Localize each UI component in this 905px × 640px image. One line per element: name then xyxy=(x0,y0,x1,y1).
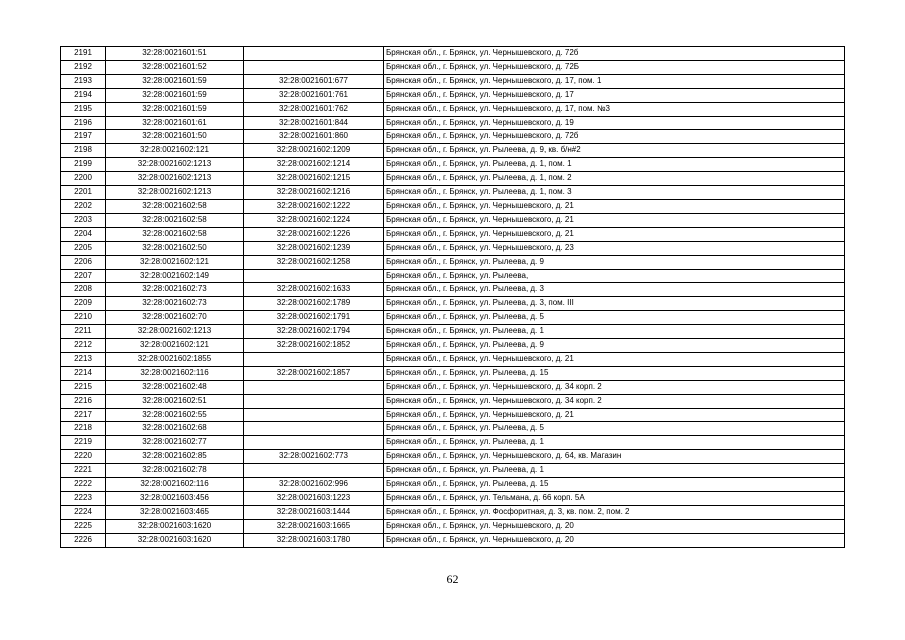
address-cell: Брянская обл., г. Брянск, ул. Чернышевского, д. 17, пом. 1 xyxy=(384,74,845,88)
cadastral-number-cell: 32:28:0021602:121 xyxy=(106,144,244,158)
address-cell: Брянская обл., г. Брянск, ул. Чернышевского, д. 34 корп. 2 xyxy=(384,380,845,394)
address-cell: Брянская обл., г. Брянск, ул. Чернышевского, д. 21 xyxy=(384,199,845,213)
row-number-cell: 2194 xyxy=(61,88,106,102)
table-row xyxy=(61,227,845,241)
object-number-cell: 32:28:0021601:860 xyxy=(244,130,384,144)
table-row xyxy=(61,74,845,88)
cadastral-number-cell: 32:28:0021603:1620 xyxy=(106,519,244,533)
address-cell: Брянская обл., г. Брянск, ул. Чернышевского, д. 21 xyxy=(384,352,845,366)
address-cell: Брянская обл., г. Брянск, ул. Рылеева, д. 1, пом. 3 xyxy=(384,186,845,200)
cadastral-number-cell: 32:28:0021601:50 xyxy=(106,130,244,144)
cadastral-number-cell: 32:28:0021602:58 xyxy=(106,213,244,227)
address-cell: Брянская обл., г. Брянск, ул. Чернышевского, д. 72б xyxy=(384,47,845,61)
object-number-cell xyxy=(244,394,384,408)
address-cell: Брянская обл., г. Брянск, ул. Чернышевского, д. 17, пом. №3 xyxy=(384,102,845,116)
row-number-cell: 2207 xyxy=(61,269,106,283)
address-cell: Брянская обл., г. Брянск, ул. Рылеева, д. 9 xyxy=(384,255,845,269)
cadastral-number-cell: 32:28:0021601:59 xyxy=(106,102,244,116)
table-row xyxy=(61,213,845,227)
address-cell: Брянская обл., г. Брянск, ул. Рылеева, д. 9 xyxy=(384,339,845,353)
address-cell: Брянская обл., г. Брянск, ул. Рылеева, xyxy=(384,269,845,283)
row-number-cell: 2206 xyxy=(61,255,106,269)
cadastral-number-cell: 32:28:0021601:52 xyxy=(106,60,244,74)
page-number: 62 xyxy=(446,572,459,586)
address-cell: Брянская обл., г. Брянск, ул. Рылеева, д. 1, пом. 1 xyxy=(384,158,845,172)
address-cell: Брянская обл., г. Брянск, ул. Тельмана, д. 66 корп. 5А xyxy=(384,492,845,506)
row-number-cell: 2202 xyxy=(61,199,106,213)
row-number-cell: 2215 xyxy=(61,380,106,394)
table-row xyxy=(61,422,845,436)
object-number-cell: 32:28:0021602:773 xyxy=(244,450,384,464)
cadastral-number-cell: 32:28:0021603:1620 xyxy=(106,533,244,547)
object-number-cell: 32:28:0021602:1214 xyxy=(244,158,384,172)
cadastral-number-cell: 32:28:0021603:465 xyxy=(106,505,244,519)
row-number-cell: 2199 xyxy=(61,158,106,172)
object-number-cell: 32:28:0021602:996 xyxy=(244,478,384,492)
address-cell: Брянская обл., г. Брянск, ул. Рылеева, д. 3 xyxy=(384,283,845,297)
table-row xyxy=(61,172,845,186)
address-cell: Брянская обл., г. Брянск, ул. Рылеева, д. 15 xyxy=(384,478,845,492)
table-row xyxy=(61,158,845,172)
cadastral-number-cell: 32:28:0021602:58 xyxy=(106,199,244,213)
table-row xyxy=(61,102,845,116)
table-row xyxy=(61,533,845,547)
row-number-cell: 2212 xyxy=(61,339,106,353)
object-number-cell xyxy=(244,269,384,283)
object-number-cell xyxy=(244,422,384,436)
row-number-cell: 2225 xyxy=(61,519,106,533)
row-number-cell: 2208 xyxy=(61,283,106,297)
address-cell: Брянская обл., г. Брянск, ул. Рылеева, д. 1 xyxy=(384,464,845,478)
row-number-cell: 2211 xyxy=(61,325,106,339)
object-number-cell: 32:28:0021601:844 xyxy=(244,116,384,130)
object-number-cell: 32:28:0021603:1780 xyxy=(244,533,384,547)
object-number-cell: 32:28:0021602:1224 xyxy=(244,213,384,227)
cadastral-number-cell: 32:28:0021602:1213 xyxy=(106,325,244,339)
address-cell: Брянская обл., г. Брянск, ул. Чернышевского, д. 21 xyxy=(384,408,845,422)
address-cell: Брянская обл., г. Брянск, ул. Чернышевского, д. 64, кв. Магазин xyxy=(384,450,845,464)
row-number-cell: 2203 xyxy=(61,213,106,227)
cadastral-number-cell: 32:28:0021602:68 xyxy=(106,422,244,436)
cadastral-number-cell: 32:28:0021601:59 xyxy=(106,88,244,102)
cadastral-number-cell: 32:28:0021602:55 xyxy=(106,408,244,422)
cadastral-number-cell: 32:28:0021602:78 xyxy=(106,464,244,478)
table-row xyxy=(61,519,845,533)
table-row xyxy=(61,464,845,478)
object-number-cell xyxy=(244,60,384,74)
cadastral-number-cell: 32:28:0021602:149 xyxy=(106,269,244,283)
address-cell: Брянская обл., г. Брянск, ул. Рылеева, д. 1 xyxy=(384,325,845,339)
cadastral-number-cell: 32:28:0021601:59 xyxy=(106,74,244,88)
row-number-cell: 2205 xyxy=(61,241,106,255)
row-number-cell: 2192 xyxy=(61,60,106,74)
object-number-cell: 32:28:0021602:1209 xyxy=(244,144,384,158)
object-number-cell: 32:28:0021602:1258 xyxy=(244,255,384,269)
row-number-cell: 2195 xyxy=(61,102,106,116)
address-cell: Брянская обл., г. Брянск, ул. Чернышевского, д. 17 xyxy=(384,88,845,102)
row-number-cell: 2204 xyxy=(61,227,106,241)
cadastral-number-cell: 32:28:0021602:1213 xyxy=(106,186,244,200)
address-cell: Брянская обл., г. Брянск, ул. Чернышевского, д. 19 xyxy=(384,116,845,130)
table-row xyxy=(61,241,845,255)
cadastral-number-cell: 32:28:0021603:456 xyxy=(106,492,244,506)
table-row xyxy=(61,255,845,269)
row-number-cell: 2218 xyxy=(61,422,106,436)
object-number-cell xyxy=(244,47,384,61)
address-cell: Брянская обл., г. Брянск, ул. Чернышевского, д. 23 xyxy=(384,241,845,255)
table-row xyxy=(61,366,845,380)
object-number-cell xyxy=(244,352,384,366)
row-number-cell: 2224 xyxy=(61,505,106,519)
row-number-cell: 2209 xyxy=(61,297,106,311)
address-cell: Брянская обл., г. Брянск, ул. Рылеева, д. 5 xyxy=(384,311,845,325)
row-number-cell: 2200 xyxy=(61,172,106,186)
address-cell: Брянская обл., г. Брянск, ул. Рылеева, д. 15 xyxy=(384,366,845,380)
object-number-cell: 32:28:0021602:1239 xyxy=(244,241,384,255)
address-cell: Брянская обл., г. Брянск, ул. Рылеева, д. 9, кв. б/н#2 xyxy=(384,144,845,158)
object-number-cell: 32:28:0021602:1857 xyxy=(244,366,384,380)
table-row xyxy=(61,505,845,519)
cadastral-number-cell: 32:28:0021602:1213 xyxy=(106,172,244,186)
cadastral-number-cell: 32:28:0021602:1855 xyxy=(106,352,244,366)
table-row xyxy=(61,311,845,325)
object-number-cell xyxy=(244,464,384,478)
table-row xyxy=(61,450,845,464)
cadastral-number-cell: 32:28:0021601:61 xyxy=(106,116,244,130)
cadastral-number-cell: 32:28:0021602:116 xyxy=(106,366,244,380)
table-row xyxy=(61,144,845,158)
row-number-cell: 2191 xyxy=(61,47,106,61)
object-number-cell: 32:28:0021602:1633 xyxy=(244,283,384,297)
cadastral-number-cell: 32:28:0021602:121 xyxy=(106,339,244,353)
object-number-cell xyxy=(244,436,384,450)
row-number-cell: 2198 xyxy=(61,144,106,158)
table-row xyxy=(61,269,845,283)
object-number-cell: 32:28:0021602:1215 xyxy=(244,172,384,186)
address-cell: Брянская обл., г. Брянск, ул. Рылеева, д. 1, пом. 2 xyxy=(384,172,845,186)
row-number-cell: 2213 xyxy=(61,352,106,366)
cadastral-number-cell: 32:28:0021602:73 xyxy=(106,297,244,311)
address-cell: Брянская обл., г. Брянск, ул. Чернышевского, д. 20 xyxy=(384,533,845,547)
object-number-cell: 32:28:0021603:1665 xyxy=(244,519,384,533)
row-number-cell: 2217 xyxy=(61,408,106,422)
row-number-cell: 2221 xyxy=(61,464,106,478)
table-row xyxy=(61,325,845,339)
cadastral-number-cell: 32:28:0021602:85 xyxy=(106,450,244,464)
address-cell: Брянская обл., г. Брянск, ул. Чернышевского, д. 34 корп. 2 xyxy=(384,394,845,408)
table-row xyxy=(61,60,845,74)
object-number-cell: 32:28:0021601:761 xyxy=(244,88,384,102)
row-number-cell: 2201 xyxy=(61,186,106,200)
table-row xyxy=(61,339,845,353)
table-row xyxy=(61,380,845,394)
cadastral-number-cell: 32:28:0021602:50 xyxy=(106,241,244,255)
row-number-cell: 2210 xyxy=(61,311,106,325)
object-number-cell: 32:28:0021601:762 xyxy=(244,102,384,116)
object-number-cell xyxy=(244,408,384,422)
cadastral-number-cell: 32:28:0021602:48 xyxy=(106,380,244,394)
row-number-cell: 2193 xyxy=(61,74,106,88)
row-number-cell: 2226 xyxy=(61,533,106,547)
cadastral-number-cell: 32:28:0021602:73 xyxy=(106,283,244,297)
object-number-cell: 32:28:0021602:1226 xyxy=(244,227,384,241)
address-cell: Брянская обл., г. Брянск, ул. Фосфоритная, д. 3, кв. пом. 2, пом. 2 xyxy=(384,505,845,519)
table-row xyxy=(61,394,845,408)
cadastral-number-cell: 32:28:0021601:51 xyxy=(106,47,244,61)
object-number-cell: 32:28:0021603:1223 xyxy=(244,492,384,506)
table-row xyxy=(61,199,845,213)
table-row xyxy=(61,352,845,366)
table-row xyxy=(61,297,845,311)
object-number-cell: 32:28:0021602:1852 xyxy=(244,339,384,353)
table-row xyxy=(61,186,845,200)
table-row xyxy=(61,88,845,102)
object-number-cell: 32:28:0021602:1216 xyxy=(244,186,384,200)
address-cell: Брянская обл., г. Брянск, ул. Рылеева, д. 5 xyxy=(384,422,845,436)
object-number-cell: 32:28:0021602:1791 xyxy=(244,311,384,325)
object-number-cell xyxy=(244,380,384,394)
cadastral-number-cell: 32:28:0021602:70 xyxy=(106,311,244,325)
row-number-cell: 2223 xyxy=(61,492,106,506)
cadastral-number-cell: 32:28:0021602:77 xyxy=(106,436,244,450)
row-number-cell: 2196 xyxy=(61,116,106,130)
cadastral-number-cell: 32:28:0021602:1213 xyxy=(106,158,244,172)
table-row xyxy=(61,408,845,422)
cadastral-number-cell: 32:28:0021602:58 xyxy=(106,227,244,241)
table-row xyxy=(61,478,845,492)
object-number-cell: 32:28:0021602:1794 xyxy=(244,325,384,339)
table-row xyxy=(61,116,845,130)
row-number-cell: 2219 xyxy=(61,436,106,450)
object-number-cell: 32:28:0021602:1222 xyxy=(244,199,384,213)
cadastral-number-cell: 32:28:0021602:121 xyxy=(106,255,244,269)
address-cell: Брянская обл., г. Брянск, ул. Чернышевского, д. 20 xyxy=(384,519,845,533)
row-number-cell: 2216 xyxy=(61,394,106,408)
row-number-cell: 2214 xyxy=(61,366,106,380)
registry-table-body xyxy=(61,47,845,548)
address-cell: Брянская обл., г. Брянск, ул. Чернышевского, д. 21 xyxy=(384,213,845,227)
table-row xyxy=(61,47,845,61)
row-number-cell: 2222 xyxy=(61,478,106,492)
table-row xyxy=(61,130,845,144)
address-cell: Брянская обл., г. Брянск, ул. Чернышевского, д. 21 xyxy=(384,227,845,241)
table-row xyxy=(61,436,845,450)
address-cell: Брянская обл., г. Брянск, ул. Чернышевского, д. 72Б xyxy=(384,60,845,74)
address-cell: Брянская обл., г. Брянск, ул. Рылеева, д. 3, пом. III xyxy=(384,297,845,311)
object-number-cell: 32:28:0021601:677 xyxy=(244,74,384,88)
row-number-cell: 2197 xyxy=(61,130,106,144)
registry-table xyxy=(60,46,845,548)
address-cell: Брянская обл., г. Брянск, ул. Чернышевского, д. 72б xyxy=(384,130,845,144)
cadastral-number-cell: 32:28:0021602:116 xyxy=(106,478,244,492)
object-number-cell: 32:28:0021603:1444 xyxy=(244,505,384,519)
table-row xyxy=(61,283,845,297)
object-number-cell: 32:28:0021602:1789 xyxy=(244,297,384,311)
cadastral-number-cell: 32:28:0021602:51 xyxy=(106,394,244,408)
row-number-cell: 2220 xyxy=(61,450,106,464)
table-row xyxy=(61,492,845,506)
address-cell: Брянская обл., г. Брянск, ул. Рылеева, д. 1 xyxy=(384,436,845,450)
